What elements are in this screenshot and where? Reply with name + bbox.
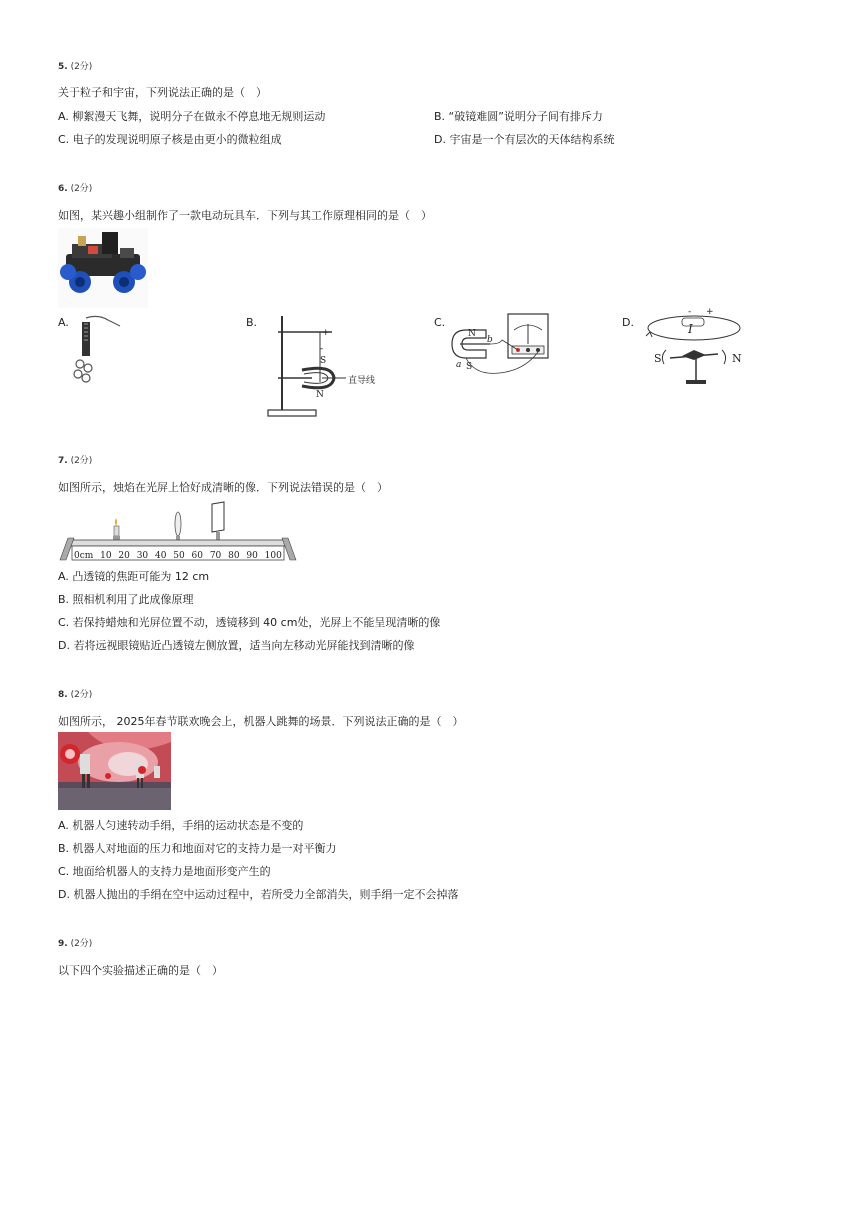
ruler-tick-label: 20	[118, 551, 130, 561]
question-7-option-d[interactable]: D. 若将远视眼镜贴近凸透镜左侧放置，适当向左移动光屏能找到清晰的像	[58, 639, 415, 652]
minus-sign: -	[320, 344, 324, 354]
question-6-option-a-label[interactable]: A.	[58, 316, 69, 329]
question-7-option-b[interactable]: B. 照相机利用了此成像原理	[58, 593, 194, 606]
question-7-stem: 如图所示，烛焰在光屏上恰好成清晰的像．下列说法错误的是（ ）	[58, 481, 388, 494]
ruler-tick-label: 80	[228, 551, 240, 561]
ruler-tick-label: 70	[209, 551, 222, 561]
question-7-option-c[interactable]: C. 若保持蜡烛和光屏位置不动，透镜移到 40 cm处，光屏上不能呈现清晰的像	[58, 616, 441, 629]
question-score: (2分)	[70, 62, 93, 72]
question-8-option-d[interactable]: D. 机器人抛出的手绢在空中运动过程中，若所受力全部消失，则手绢一定不会掉落	[58, 888, 459, 901]
question-number: 6.	[58, 184, 68, 194]
current-label: I	[688, 322, 693, 336]
question-6-option-c-label[interactable]: C.	[434, 316, 446, 329]
galvanometer-figure	[446, 310, 550, 382]
question-6-stem: 如图，某兴趣小组制作了一款电动玩具车．下列与其工作原理相同的是（ ）	[58, 209, 432, 222]
ruler-tick-label: 0cm	[74, 551, 94, 561]
question-6-option-b-label[interactable]: B.	[246, 316, 258, 329]
south-pole-label: S	[654, 352, 662, 365]
question-5-option-a[interactable]: A. 柳絮漫天飞舞，说明分子在做永不停息地无规则运动	[58, 110, 326, 123]
minus-sign: -	[688, 307, 692, 317]
ruler-tick-label: 40	[154, 551, 167, 561]
electromagnet-figure	[68, 312, 124, 388]
ruler-tick-label: 60	[191, 551, 203, 561]
question-number: 7.	[58, 456, 68, 466]
question-5-option-b[interactable]: B. “破镜难圆”说明分子间有排斥力	[434, 110, 603, 123]
question-7-option-a[interactable]: A. 凸透镜的焦距可能为 12 cm	[58, 570, 210, 583]
question-8-stem: 如图所示， 2025年春节联欢晚会上，机器人跳舞的场景．下列说法正确的是（ ）	[58, 715, 464, 728]
question-7-header	[58, 453, 92, 466]
question-8-header	[58, 687, 92, 700]
question-score: (2分)	[70, 184, 93, 194]
question-8-option-b[interactable]: B. 机器人对地面的压力和地面对它的支持力是一对平衡力	[58, 842, 337, 855]
plus-sign: +	[706, 307, 714, 317]
south-pole-label: S	[466, 362, 473, 372]
current-loop-compass-figure	[638, 310, 750, 390]
question-number: 8.	[58, 690, 68, 700]
question-number: 9.	[58, 939, 68, 949]
question-6-header	[58, 181, 92, 194]
north-pole-label: N	[316, 390, 324, 400]
ruler-tick-label: 10	[100, 551, 112, 561]
question-8-option-a[interactable]: A. 机器人匀速转动手绢，手绢的运动状态是不变的	[58, 819, 304, 832]
question-8-option-c[interactable]: C. 地面给机器人的支持力是地面形变产生的	[58, 865, 271, 878]
question-9-stem: 以下四个实验描述正确的是（ ）	[58, 964, 223, 977]
ruler-tick-label: 50	[173, 551, 185, 561]
robot-dance-photo	[58, 732, 171, 810]
question-score: (2分)	[70, 690, 93, 700]
ruler-tick-labels	[74, 551, 282, 561]
ruler-tick-label: 100	[264, 551, 282, 561]
north-pole-label: N	[732, 352, 742, 365]
plus-sign: +	[322, 328, 330, 338]
question-5-stem: 关于粒子和宇宙，下列说法正确的是（ ）	[58, 86, 267, 99]
toy-car-photo	[58, 228, 148, 308]
point-a-label: a	[456, 360, 462, 370]
question-9-header	[58, 936, 92, 949]
point-b-label: b	[487, 335, 493, 345]
straight-wire-label: 直导线	[348, 376, 376, 386]
question-5-option-d[interactable]: D. 宇宙是一个有层次的天体结构系统	[434, 133, 615, 146]
ruler-tick-label: 30	[136, 551, 149, 561]
question-5-option-c[interactable]: C. 电子的发现说明原子核是由更小的微粒组成	[58, 133, 282, 146]
question-score: (2分)	[70, 939, 93, 949]
question-6-option-d-label[interactable]: D.	[622, 316, 634, 329]
south-pole-label: S	[320, 356, 327, 366]
question-number: 5.	[58, 62, 68, 72]
question-score: (2分)	[70, 456, 93, 466]
north-pole-label: N	[468, 329, 476, 339]
question-5-header	[58, 59, 92, 72]
ruler-tick-label: 90	[246, 551, 258, 561]
